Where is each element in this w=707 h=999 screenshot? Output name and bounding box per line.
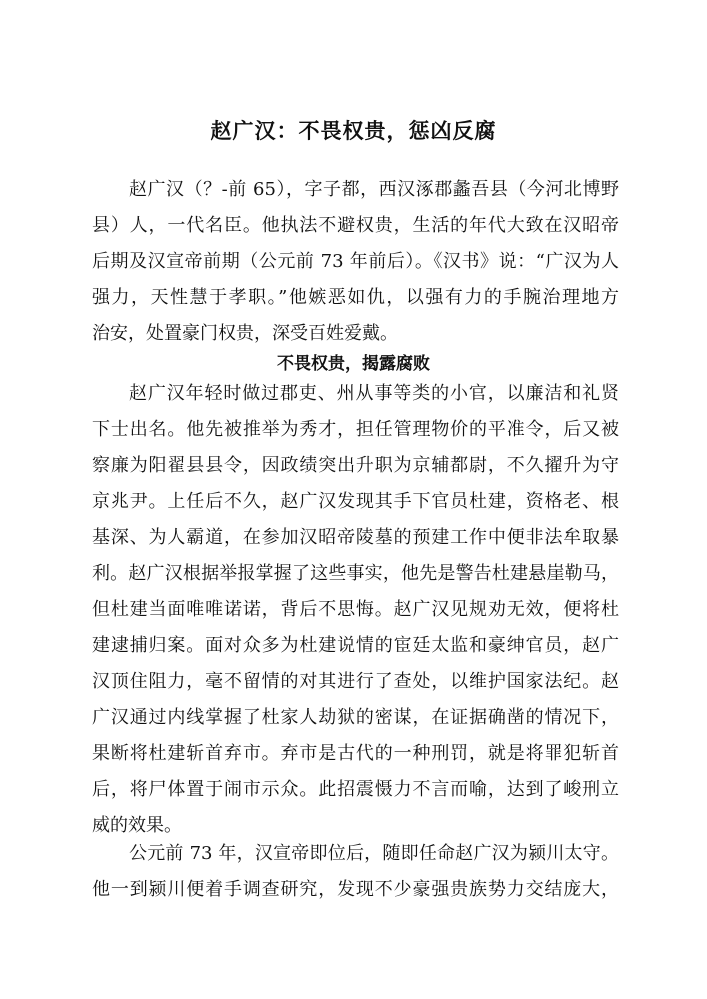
paragraph-line: 下士出名。他先被推举为秀才，担任管理物价的平准令，后又被: [92, 419, 619, 440]
paragraph-line: 县）人，一代名臣。他执法不避权贵，生活的年代大致在汉昭帝: [92, 215, 619, 236]
paragraph-line: 公元前 73 年，汉宣帝即位后，随即任命赵广汉为颍川太守。: [129, 843, 619, 864]
paragraph-line: 强力，天性慧于孝职。”他嫉恶如仇，以强有力的手腕治理地方: [92, 287, 619, 308]
paragraph-line: 治安，处置豪门权贵，深受百姓爱戴。: [92, 323, 398, 344]
paragraph-line: 赵广汉（？-前 65），字子都，西汉涿郡蠡吾县（今河北博野: [129, 179, 619, 200]
paragraph-line: 广汉通过内线掌握了杜家人劫狱的密谋，在证据确凿的情况下，: [92, 707, 619, 728]
section-paragraph: [92, 376, 619, 844]
paragraph-line: 察廉为阳翟县县令，因政绩突出升职为京辅都尉，不久擢升为守: [92, 455, 619, 476]
paragraph-line: 威的效果。: [92, 815, 182, 836]
paragraph-line: 基深、为人霸道，在参加汉昭帝陵墓的预建工作中便非法牟取暴: [92, 527, 619, 548]
section-heading: 不畏权贵，揭露腐败: [277, 354, 430, 374]
paragraph-line: 利。赵广汉根据举报掌握了这些事实，他先是警告杜建悬崖勒马，: [92, 563, 619, 584]
paragraph-line: 赵广汉年轻时做过郡吏、州从事等类的小官，以廉洁和礼贤: [129, 383, 619, 404]
paragraph-line: 果断将杜建斩首弃市。弃市是古代的一种刑罚，就是将罪犯斩首: [92, 743, 619, 764]
intro-paragraph: [92, 172, 619, 352]
paragraph-line: 汉顶住阻力，毫不留情的对其进行了查处，以维护国家法纪。赵: [92, 671, 619, 692]
paragraph-line: 建逮捕归案。面对众多为杜建说情的宦廷太监和豪绅官员，赵广: [92, 635, 619, 656]
closing-paragraph: [92, 836, 619, 908]
paragraph-line: 京兆尹。上任后不久，赵广汉发现其手下官员杜建，资格老、根: [92, 491, 619, 512]
paragraph-line: 后期及汉宣帝前期（公元前 73 年前后）。《汉书》说：“广汉为人: [92, 251, 619, 272]
article-title: 赵广汉：不畏权贵，惩凶反腐: [210, 118, 497, 143]
paragraph-line: 后，将尸体置于闹市示众。此招震慑力不言而喻，达到了峻刑立: [92, 779, 619, 800]
paragraph-line: 但杜建当面唯唯诺诺，背后不思悔。赵广汉见规劝无效，便将杜: [92, 599, 619, 620]
paragraph-line: 他一到颍川便着手调查研究，发现不少豪强贵族势力交结庞大，: [92, 879, 619, 900]
